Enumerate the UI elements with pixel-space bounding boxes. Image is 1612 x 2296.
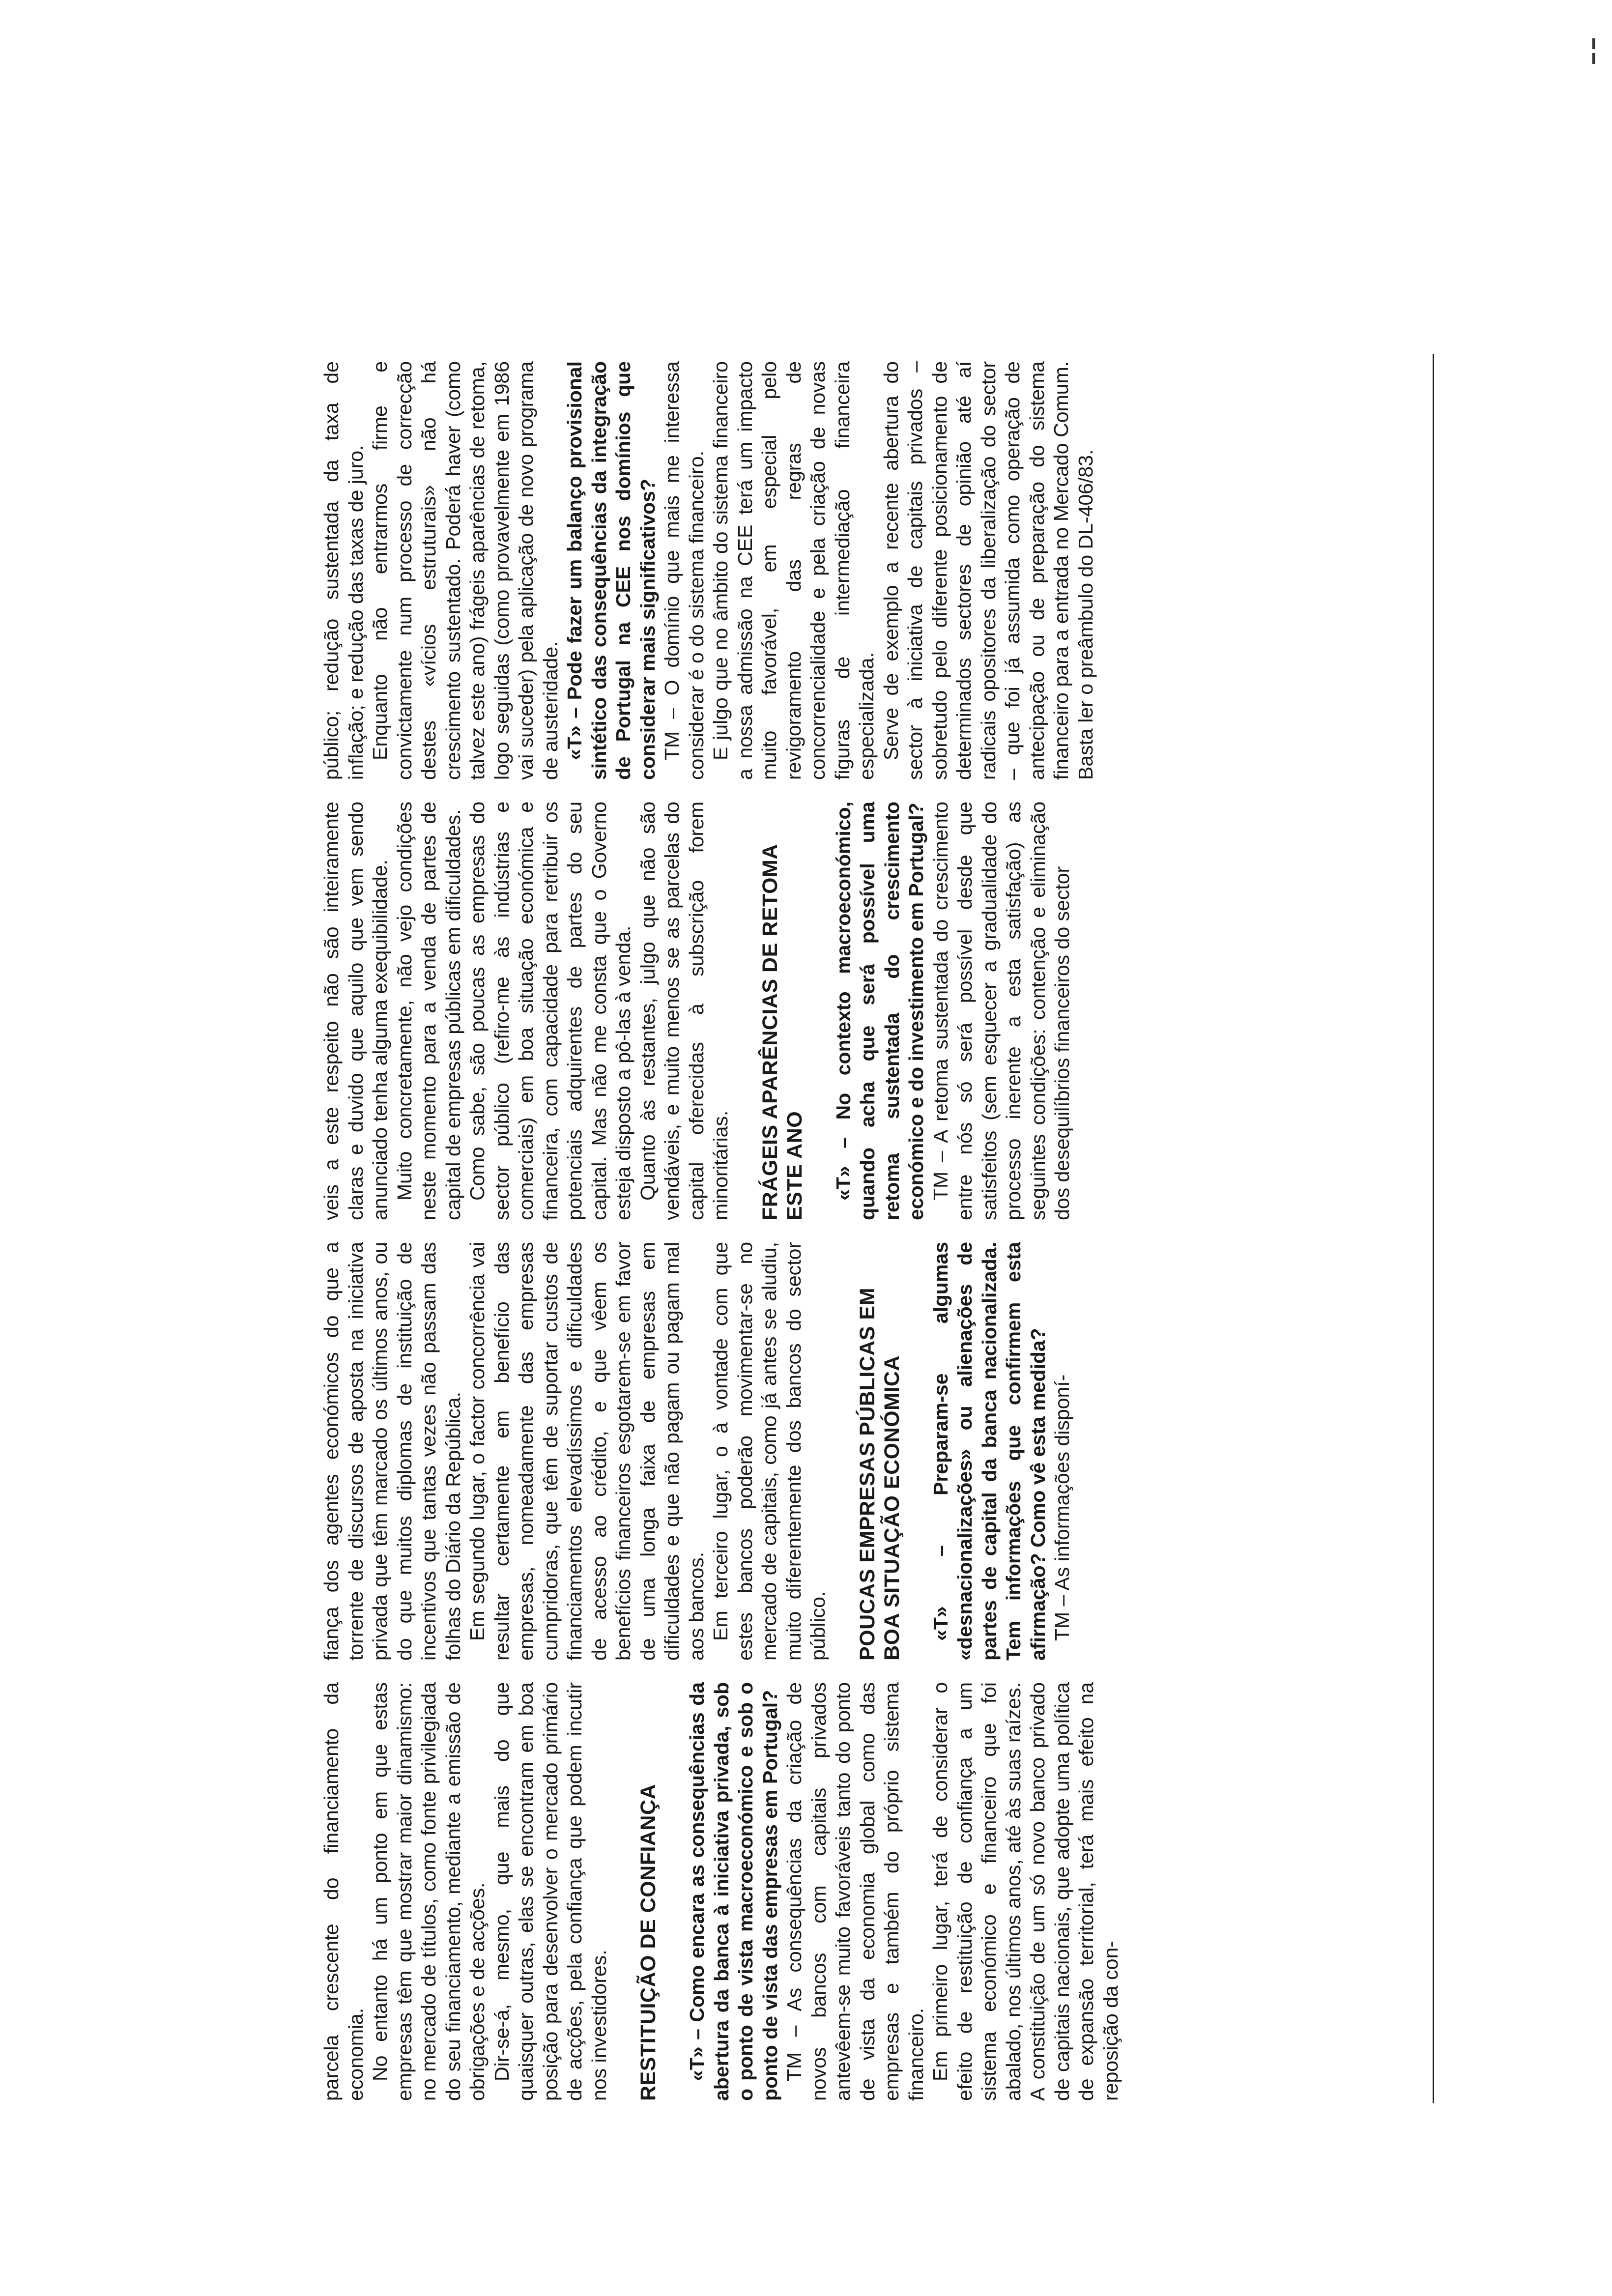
body-paragraph: No entanto há um ponto em que estas empresas têm que mostrar maior dinamismo: no mercado de títulos, como fonte privilegiada do seu financiamento, mediante a emissão de obrigações e de acções. bbox=[369, 1682, 489, 2101]
interview-question: «T» – Preparam-se algumas «desnacionalizações» ou alienações de partes de capital da banca nacionalizada. Tem informações que confirmem esta afirmação? Como vê esta medida? bbox=[929, 1242, 1049, 1661]
article-column-4 bbox=[319, 361, 1445, 780]
body-paragraph: TM – As informações disponí- bbox=[1051, 1374, 1073, 1641]
body-paragraph: Quanto às restantes, julgo que não são vendáveis, e muito menos se as parcelas do capital oferecidas à subscrição forem minoritárias. bbox=[636, 802, 732, 1220]
scanned-newspaper-page bbox=[319, 351, 1445, 2111]
body-paragraph: Em primeiro lugar, terá de considerar o efeito de restituição de confiança a um sistema económico e financeiro que foi abalado, nos últimos anos, até às suas raízes. A constituição de um só novo banco privado de capitais nacionais, que adopte uma política de expansão territorial, terá mais efeito na reposição da con- bbox=[929, 1682, 1122, 2101]
body-paragraph: TM – O domínio que mais me interessa considerar é o do sistema financeiro. bbox=[661, 361, 708, 780]
body-paragraph: E julgo que no âmbito do sistema financeiro a nossa admissão na CEE terá um impacto muito favorável, em especial pelo revigoramento das regras de concorrencialidade e pela criação de novas figuras de intermediação financeira especializada. bbox=[709, 361, 878, 780]
body-paragraph: Muito concretamente, não vejo condições neste momento para a venda de partes de capital de empresas públicas em dificuldades. bbox=[393, 802, 464, 1220]
body-paragraph: público; redução sustentada da taxa de inflação; e redução das taxas de juro. bbox=[320, 361, 367, 780]
rotated-article-page bbox=[319, 351, 1445, 2111]
body-paragraph: Como sabe, são poucas as empresas do sector público (refiro-me às indústrias e comerciais) em boa situação económica e financeira, com capacidade para retribuir os potenciais adquirentes de partes do seu capital. Mas não me consta que o Governo esteja disposto a pô-las à venda. bbox=[466, 802, 634, 1220]
section-heading: RESTITUIÇÃO DE CONFIANÇA bbox=[636, 1783, 660, 2101]
section-heading: FRÁGEIS APARÊNCIAS DE RETOMA ESTE ANO bbox=[758, 844, 806, 1220]
edge-mark bbox=[1590, 34, 1597, 79]
body-paragraph: TM – As consequências da criação de novos bancos com capitais privados antevêem-se muito favoráveis tanto do ponto de vista da economia global como das empresas e também do próprio sistema financeiro. bbox=[783, 1682, 927, 2101]
article-column-3 bbox=[319, 802, 1445, 1220]
section-heading: POUCAS EMPRESAS PÚBLICAS EM BOA SITUAÇÃO ECONÓMICA bbox=[855, 1288, 904, 1661]
page-rule bbox=[1433, 354, 1434, 2103]
interview-question: «T» – Como encara as consequências da abertura da banca à iniciativa privada, sob o ponto de vista macroeconómico e sob o ponto de vista das empresas em Portugal? bbox=[686, 1682, 781, 2101]
interview-question: «T» – Pode fazer um balanço provisional sintético das consequências da integração de Portugal na CEE nos domínios que considerar mais significativos? bbox=[563, 361, 659, 780]
body-paragraph: Dir-se-á, mesmo, que mais do que quaisquer outras, elas se encontram em boa posição para desenvolver o mercado primário de acções, pela confiança que podem incutir nos investidores. bbox=[490, 1682, 610, 2101]
body-paragraph: veis a este respeito não são inteiramente claras e duvido que aquilo que vem sendo anunciado tenha alguma exequibilidade. bbox=[320, 802, 391, 1220]
body-paragraph: parcela crescente do financiamento da economia. bbox=[320, 1682, 367, 2101]
body-paragraph: Em terceiro lugar, o à vontade com que estes bancos poderão movimentar-se no mercado de capitais, como já antes se aludiu, muito diferentemente dos bancos do sector público. bbox=[709, 1242, 829, 1661]
body-paragraph: fiança dos agentes económicos do que a torrente de discursos de aposta na iniciativa privada que têm marcado os últimos anos, ou do que muitos diplomas de instituição de incentivos que tantas vezes não passam das folhas do Diário da República. bbox=[320, 1242, 464, 1661]
article-column-2 bbox=[319, 1242, 1445, 1661]
article-column-1 bbox=[319, 1682, 1445, 2101]
interview-question: «T» – No contexto macroeconómico, quando acha que será possível uma retoma sustentada do crescimento económico e do investimento em Portugal? bbox=[832, 802, 927, 1220]
body-paragraph: TM – A retoma sustentada do crescimento entre nós só será possível desde que satisfeitos (sem esquecer a gradualidade do processo inerente a esta satisfação) as seguintes condições: contenção e eliminação dos desequilíbrios financeiros do sector bbox=[929, 802, 1073, 1220]
body-paragraph: Em segundo lugar, o factor concorrência vai resultar certamente em benefício das empresas, nomeadamente das empresas cumpridoras, que têm de suportar custos de financiamentos elevadíssimos e dificuldades de acesso ao crédito, e que vêem os benefícios financeiros esgotarem-se em favor de uma longa faixa de empresas em dificuldades e que não pagam ou pagam mal aos bancos. bbox=[466, 1242, 708, 1661]
body-paragraph: Enquanto não entrarmos firme e convictamente num processo de correcção destes «vícios estruturais» não há crescimento sustentado. Poderá haver (como talvez este ano) frágeis aparências de retoma, logo seguidas (como provavelmente em 1986 vai suceder) pela aplicação de novo programa de austeridade. bbox=[369, 361, 562, 780]
body-paragraph: Serve de exemplo a recente abertura do sector à iniciativa de capitais privados – sobretudo pelo diferente posicionamento de determinados sectores de opinião até aí radicais opositores da liberalização do sector – que foi já assumida como operação de antecipação ou de preparação do sistema financeiro para a entrada no Mercado Comum. Basta ler o preâmbulo do DL-406/83. bbox=[879, 361, 1097, 780]
